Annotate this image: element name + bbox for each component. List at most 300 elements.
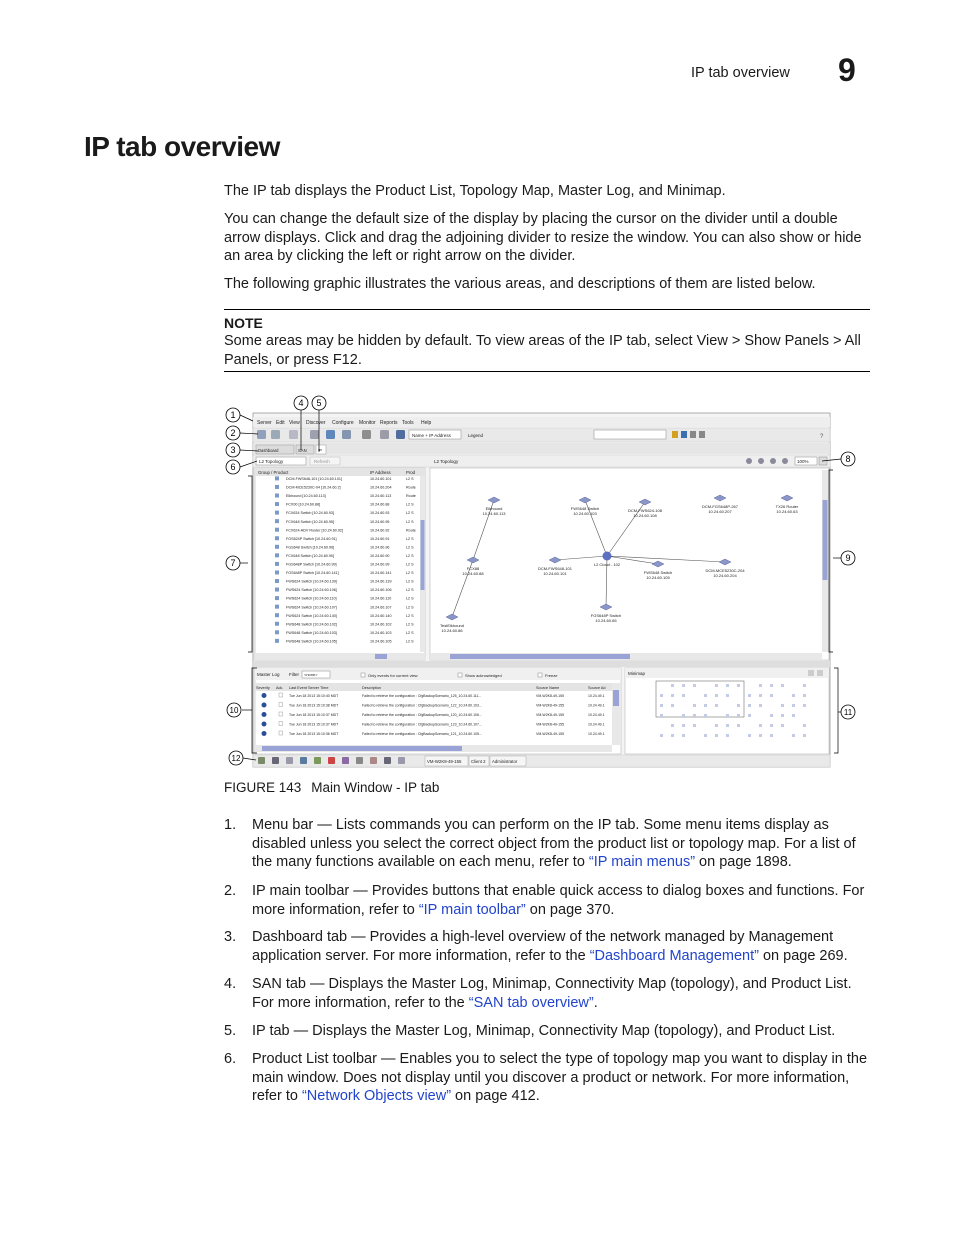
show-acknowledged-label: Show acknowledged <box>465 673 502 678</box>
minimap-node <box>792 714 795 717</box>
minimap-node <box>671 684 674 687</box>
log-time: Tue Jun 18 2013 15:10:37 MDT <box>289 722 339 727</box>
minimap-node <box>693 704 696 707</box>
toolbar-search-select <box>594 430 666 439</box>
minimap-node <box>693 724 696 727</box>
topology-node-name: FGS648P Switch <box>590 613 622 618</box>
product-list-name[interactable]: FCX00 [10.24.60.88] <box>286 502 321 507</box>
product-icon <box>275 639 279 643</box>
menu-item-edit[interactable]: Edit <box>276 420 285 426</box>
figure-caption <box>224 780 439 795</box>
ack-checkbox[interactable] <box>279 712 283 716</box>
minimap-node <box>748 704 751 707</box>
minimap-node <box>704 734 707 737</box>
severity-info-icon <box>262 712 267 717</box>
cross-reference-link[interactable]: “IP main menus” <box>588 854 696 870</box>
topology-node-ip: 10.24.60.207 <box>708 509 732 514</box>
legend-label: Legend <box>468 433 484 438</box>
product-icon <box>275 528 279 532</box>
product-list-ip: 10.24.60.90 <box>370 553 390 558</box>
log-source-address: 10.24.49.1 <box>588 703 605 708</box>
product-list-ip: 10.24.60.110 <box>370 596 392 601</box>
product-icon <box>275 476 279 480</box>
minimap-node <box>803 684 806 687</box>
product-list-name[interactable]: FCX648 Switch [10.24.60.90] <box>286 553 334 558</box>
minimap-node <box>748 694 751 697</box>
toolbar-icon-8[interactable] <box>380 430 389 439</box>
intro-paragraph-3: The following graphic illustrates the various areas, and descriptions of them are listed below. <box>224 276 816 292</box>
product-list-name[interactable]: FCX624-ADV Router [10.24.60.92] <box>286 528 343 533</box>
minimap-node <box>759 704 762 707</box>
product-list-name[interactable]: DCM-MCE5230C-04 [10.24.60.2] <box>286 485 341 490</box>
product-icon <box>275 570 279 574</box>
minimap-node <box>803 694 806 697</box>
product-list-name[interactable]: FWS624 Switch [10.24.60.110] <box>286 596 337 601</box>
main-window-figure <box>224 393 853 769</box>
note-title: NOTE <box>224 315 263 331</box>
menu-bar <box>257 420 432 426</box>
callout-number: 4 <box>298 398 304 409</box>
minimap-node <box>715 704 718 707</box>
topology-node-ip: 10.24.60.88 <box>462 571 484 576</box>
product-list-name[interactable]: FWS624 Switch [10.24.60.139] <box>286 579 337 584</box>
severity-info-icon <box>262 703 267 708</box>
minimap-node <box>770 734 773 737</box>
toolbar-icon-7[interactable] <box>362 430 371 439</box>
cross-reference-link[interactable]: “Network Objects view” <box>301 1088 452 1104</box>
minimap-node <box>770 694 773 697</box>
topology-node-ip: 10.24.60.65 <box>595 618 617 623</box>
header-chapter-number: 9 <box>838 52 856 88</box>
minimap-node <box>759 694 762 697</box>
figure-caption-label: FIGURE 143 <box>224 780 302 795</box>
product-list-type: Route <box>406 494 416 499</box>
intro-paragraph-2: You can change the default size of the display by placing the cursor on the divider until a double arrow displays. Click and drag the adjoining divider to resize the window. You can also show or hide an area by clicking the left or right arrow on the divider. <box>224 211 862 264</box>
list-text: IP tab — Displays the Master Log, Minimap, Connectivity Map (topology), and Product List. <box>252 1023 836 1039</box>
list-number: 4. <box>224 976 237 992</box>
tab-label-dashboard: Dashboard <box>258 448 279 453</box>
list-term: Dashboard tab <box>252 929 348 945</box>
product-list-ip: 10.24.60.88 <box>370 502 390 507</box>
minimap-node <box>759 734 762 737</box>
product-icon <box>275 502 279 506</box>
minimap-node <box>737 704 740 707</box>
master-log-column-header[interactable]: Ack. <box>276 686 284 690</box>
figure-caption-text: Main Window - IP tab <box>311 780 440 795</box>
log-source-name: VM-W2K8-49-155 <box>536 703 565 708</box>
refresh-button-label: Refresh <box>314 459 330 464</box>
callout-number: 8 <box>845 454 851 465</box>
minimap-node <box>726 694 729 697</box>
product-list-name[interactable]: FGS624P Switch [10.24.60.91] <box>286 536 337 541</box>
minimap-title: Minimap <box>628 671 646 676</box>
product-list-ip: 10.24.60.105 <box>370 639 392 644</box>
product-icon <box>275 545 279 549</box>
topology-node-name: DCM-FGS648P-267 <box>701 504 739 509</box>
cross-reference-link[interactable]: “Dashboard Management” <box>589 947 759 964</box>
product-list-ip: 10.24.60.95 <box>370 519 390 524</box>
minimap-node <box>693 684 696 687</box>
master-log-column-header[interactable]: Source Ad <box>588 686 606 690</box>
product-list-ip: 10.24.60.101 <box>370 477 392 481</box>
callout-number: 6 <box>230 462 236 473</box>
callout-number: 7 <box>230 558 236 569</box>
product-list-column-header[interactable]: IP Address <box>370 470 391 475</box>
list-number: 6. <box>224 1051 237 1067</box>
list-number: 3. <box>224 929 237 945</box>
log-source-address: 10.24.49.1 <box>588 722 605 727</box>
status-icon-7[interactable] <box>342 757 349 764</box>
minimap-node <box>671 724 674 727</box>
minimap-node <box>715 724 718 727</box>
master-log-column-header[interactable]: Source Name <box>536 686 560 690</box>
product-list-ip: 10.24.60.204 <box>370 485 392 490</box>
callout-number: 9 <box>845 553 851 564</box>
tab-label-ip: IP <box>318 448 322 453</box>
status-client: Client 2 <box>471 759 486 764</box>
product-list-ip: 10.24.60.139 <box>370 579 392 584</box>
help-icon[interactable]: ? <box>820 434 824 440</box>
minimap-node <box>693 714 696 717</box>
severity-info-icon <box>262 693 267 698</box>
master-log-column-header[interactable]: Severity <box>256 686 270 690</box>
topology-node-ip: 10.24.60.105 <box>646 575 670 580</box>
log-source-name: VM-W2K8-49-155 <box>536 732 565 736</box>
status-user: Administrator <box>492 759 518 764</box>
topology-node-ip: 10.24.60.103 <box>573 511 597 516</box>
product-list-name[interactable]: FGS648 Switch [10.24.60.96] <box>286 545 335 550</box>
log-description: Failed to retrieve the configuration : CfgBackupScenario_125_10.24.60.111... <box>362 694 482 698</box>
topology-node-ip: 10.24.60.101 <box>543 571 567 576</box>
master-log-title: Master Log <box>257 672 280 677</box>
log-source-address: 10.24.49.1 <box>588 732 605 736</box>
callout-number: 5 <box>316 398 322 409</box>
topology-node-ip: 10.24.60.86 <box>441 628 463 633</box>
freeze-label: Freeze <box>545 673 558 678</box>
severity-info-icon <box>262 731 267 736</box>
topology-view-select-label: L2 Topology <box>259 459 284 464</box>
log-source-name: VM-W2K8-49-155 <box>536 713 565 717</box>
product-list-name[interactable]: FWS624 Switch [10.24.60.107] <box>286 605 337 610</box>
product-list-type: L2 S <box>406 477 414 481</box>
menu-item-reports[interactable]: Reports <box>380 420 398 426</box>
list-term: Menu bar <box>252 817 314 833</box>
name-ip-select-label: Name + IP Address <box>412 433 451 438</box>
minimap-node <box>792 704 795 707</box>
product-icon <box>275 622 279 626</box>
minimap-node <box>715 734 718 737</box>
product-list-ip: 10.24.60.96 <box>370 545 390 550</box>
list-term: IP main toolbar <box>252 883 350 899</box>
toolbar-right-icon-2[interactable] <box>681 431 687 438</box>
callout-number: 1 <box>230 410 236 421</box>
product-icon <box>275 511 279 515</box>
ack-checkbox[interactable] <box>279 731 283 735</box>
callout-number: 11 <box>843 708 853 718</box>
keyword-ip: IP <box>253 183 267 199</box>
menu-item-view[interactable]: View <box>289 420 300 426</box>
topology-node-name: DCM-FWS624-108 <box>627 508 663 513</box>
status-icon-1[interactable] <box>258 757 265 764</box>
list-number: 5. <box>224 1023 237 1039</box>
status-icon-4[interactable] <box>300 757 307 764</box>
minimap-node <box>748 714 751 717</box>
product-icon <box>275 579 279 583</box>
product-list-type: L2 S <box>406 639 414 644</box>
minimap-node <box>781 704 784 707</box>
minimap-node <box>715 684 718 687</box>
menu-item-server[interactable]: Server <box>257 420 272 426</box>
product-list-type: L2 S <box>406 571 414 576</box>
minimap-node <box>759 684 762 687</box>
callout-number: 3 <box>230 445 236 456</box>
product-icon <box>275 588 279 592</box>
callout-number: 10 <box>229 706 239 716</box>
product-list-ip: 10.24.60.140 <box>370 613 392 618</box>
product-list-column-header[interactable]: Prod <box>406 470 416 475</box>
minimap-node <box>781 724 784 727</box>
only-current-view-checkbox <box>361 673 365 677</box>
product-list-type: L2 S <box>406 519 414 524</box>
minimap-node <box>792 694 795 697</box>
product-list-type: L2 S <box>406 502 414 507</box>
callout-number: 12 <box>231 754 241 764</box>
menu-item-help[interactable]: Help <box>421 420 432 426</box>
log-description: Failed to retrieve the configuration : CfgBackupScenario_123_10.24.60.107... <box>362 722 482 727</box>
list-term: Product List toolbar <box>252 1051 377 1067</box>
product-list-ip: 10.24.60.103 <box>370 630 392 635</box>
header-section-title: IP tab overview <box>691 65 790 81</box>
list-text: Product List toolbar — Enables you to select the type of topology map you want to display in the main window. Does not display until you discover a product or network. For more information, refer to “Network Objects view” on page 412. <box>252 1051 868 1104</box>
product-list-type: L2 S <box>406 553 414 558</box>
ack-checkbox[interactable] <box>279 693 283 697</box>
list-number: 2. <box>224 883 237 899</box>
status-icon-2[interactable] <box>272 757 279 764</box>
product-list-name[interactable]: Elkhound [10.24.60.113] <box>286 494 326 499</box>
product-list-name[interactable]: FWS624 Switch [10.24.60.140] <box>286 613 337 618</box>
topology-tool-icon-1[interactable] <box>746 458 752 464</box>
product-icon <box>275 494 279 498</box>
product-list-type: L2 S <box>406 588 414 593</box>
status-icon-8[interactable] <box>356 757 363 764</box>
toolbar-icon-9[interactable] <box>396 430 405 439</box>
minimap-node <box>671 734 674 737</box>
master-log-column-header[interactable]: Last Event Server Time <box>289 686 329 690</box>
status-icon-10[interactable] <box>384 757 391 764</box>
page-title: IP tab overview <box>84 131 280 162</box>
minimap-tool-icon-1[interactable] <box>808 670 814 676</box>
product-list-name[interactable]: FWS648 Switch [10.24.60.103] <box>286 630 337 635</box>
topology-node-ip: 10.24.60.63 <box>776 509 798 514</box>
status-server: VM-W2K8-49-155 <box>427 759 462 764</box>
product-list-type: L2 S <box>406 511 414 516</box>
product-list-type: L2 S <box>406 630 414 635</box>
product-list-ip: 10.24.60.92 <box>370 528 390 533</box>
cross-reference-link[interactable]: “SAN tab overview” <box>468 994 594 1011</box>
minimap-node <box>726 734 729 737</box>
topology-node-name: DCM-FWS648-101 <box>537 566 573 571</box>
topology-node-name: FWS648 Switch <box>570 506 600 511</box>
log-source-address: 10.24.49.1 <box>588 694 605 698</box>
topology-tool-icon-2[interactable] <box>758 458 764 464</box>
minimap-node <box>781 684 784 687</box>
product-icon <box>275 613 279 617</box>
product-list-name[interactable]: FWS648 Switch [10.24.60.105] <box>286 639 337 644</box>
status-icon-3[interactable] <box>286 757 293 764</box>
product-list-name[interactable]: FWS624 Switch [10.24.60.106] <box>286 588 337 593</box>
topology-node-name: FWS648 Switch <box>643 570 673 575</box>
minimap-node <box>803 734 806 737</box>
product-icon <box>275 536 279 540</box>
product-list-ip: 10.24.60.91 <box>370 536 390 541</box>
filter-select-value: <none> <box>304 672 318 677</box>
product-icon <box>275 553 279 557</box>
minimap-node <box>660 714 663 717</box>
list-term: SAN tab <box>252 976 306 992</box>
minimap-node <box>770 724 773 727</box>
log-source-name: VM-W2K8-49-155 <box>536 722 565 727</box>
toolbar-icon-3[interactable] <box>289 430 298 439</box>
minimap-node <box>660 704 663 707</box>
product-list-type: Route <box>406 528 416 533</box>
menu-item-monitor[interactable]: Monitor <box>359 420 376 426</box>
toolbar-icon-2[interactable] <box>271 430 280 439</box>
log-time: Tue Jun 18 2013 15:10:36 MDT <box>289 732 339 736</box>
ack-checkbox[interactable] <box>279 703 283 707</box>
filter-label: Filter <box>289 672 299 677</box>
toolbar-icon-4[interactable] <box>310 430 319 439</box>
toolbar-icon-6[interactable] <box>342 430 351 439</box>
product-list-type: L2 S <box>406 596 414 601</box>
product-list-name[interactable]: FGS648P Switch [10.24.60.99] <box>286 562 337 567</box>
minimap-node <box>704 704 707 707</box>
product-list-type: L2 S <box>406 579 414 584</box>
minimap-node <box>682 734 685 737</box>
product-icon <box>275 519 279 523</box>
topology-tool-icon-3[interactable] <box>770 458 776 464</box>
product-list-type: Route <box>406 485 416 490</box>
minimap-node <box>682 694 685 697</box>
ack-checkbox[interactable] <box>279 722 283 726</box>
topology-title: L2 Topology <box>434 459 459 464</box>
intro-paragraph-1: The IP tab displays the Product List, Topology Map, Master Log, and Minimap. <box>224 183 726 199</box>
topology-node-ip: 10.24.60.108 <box>633 513 657 518</box>
product-list-name[interactable]: DCM-FWS648-101 [10.24.60.101] <box>286 477 342 481</box>
toolbar-icon-1[interactable] <box>257 430 266 439</box>
zoom-value: 100% <box>797 459 809 464</box>
product-list-name[interactable]: FWS648 Switch [10.24.60.102] <box>286 622 337 627</box>
list-text: SAN tab — Displays the Master Log, Minimap, Connectivity Map (topology), and Product List. For more information, refer to the “SAN tab overview”. <box>252 976 852 1011</box>
topology-node-name: TestElkhound <box>439 623 465 628</box>
l2-cloud-icon[interactable] <box>603 552 612 561</box>
menu-item-configure[interactable]: Configure <box>332 420 354 426</box>
topology-node-ip: 10.24.60.204 <box>713 573 737 578</box>
product-list-ip: 10.24.60.141 <box>370 571 392 576</box>
note-box <box>224 309 870 372</box>
product-list-name[interactable]: FGS648P Switch [10.24.60.141] <box>286 571 339 576</box>
minimap-node <box>737 684 740 687</box>
minimap-node <box>726 684 729 687</box>
minimap-node <box>792 734 795 737</box>
minimap-node <box>682 684 685 687</box>
minimap-node <box>737 714 740 717</box>
cross-reference-link[interactable]: “IP main toolbar” <box>418 901 526 918</box>
freeze-checkbox <box>538 673 542 677</box>
log-time: Tue Jun 18 2013 15:10:40 MDT <box>289 694 339 698</box>
product-icon <box>275 562 279 566</box>
minimap-node <box>715 694 718 697</box>
product-list-column-header[interactable]: Group / Product <box>258 470 289 475</box>
product-icon <box>275 605 279 609</box>
note-body: Some areas may be hidden by default. To view areas of the IP tab, select View > Show Panels > All Panels, or press F12. <box>224 333 861 368</box>
product-list-type: L2 S <box>406 613 414 618</box>
product-list-ip: 10.24.60.99 <box>370 562 390 567</box>
toolbar-right-icon-4[interactable] <box>699 431 705 438</box>
status-icon-9[interactable] <box>370 757 377 764</box>
master-log-column-header[interactable]: Description <box>362 686 381 690</box>
toolbar-right-icon-1[interactable] <box>672 431 678 438</box>
product-list-type: L2 S <box>406 562 414 567</box>
minimap-node <box>748 734 751 737</box>
minimap-node <box>704 714 707 717</box>
product-list-type: L2 S <box>406 545 414 550</box>
callout-number: 2 <box>230 428 236 439</box>
product-list-name[interactable]: FCX634 Switch [10.24.60.93] <box>286 511 334 516</box>
product-icon <box>275 630 279 634</box>
log-description: Failed to retrieve the configuration : CfgBackupScenario_122_10.24.60.103... <box>362 703 482 708</box>
minimap-node <box>682 724 685 727</box>
product-icon <box>275 596 279 600</box>
product-icon <box>275 485 279 489</box>
minimap-tool-icon-2[interactable] <box>817 670 823 676</box>
list-number: 1. <box>224 817 237 833</box>
minimap-node <box>671 704 674 707</box>
minimap-node <box>682 714 685 717</box>
tab-label-san: SAN <box>298 448 307 453</box>
product-list-ip: 10.24.60.113 <box>370 494 392 499</box>
topology-node-name: Elkhound <box>485 506 503 511</box>
minimap-node <box>759 724 762 727</box>
toolbar-icon-5[interactable] <box>326 430 335 439</box>
topology-tool-icon-4[interactable] <box>782 458 788 464</box>
log-source-address: 10.24.49.1 <box>588 713 605 717</box>
minimap-node <box>803 704 806 707</box>
list-text: Menu bar — Lists commands you can perform on the IP tab. Some menu items display as disabled unless you select the correct object from the product list or topology map. For a list of the many functions available on each menu, refer to “IP main menus” on page 1898. <box>252 817 856 870</box>
status-icon-5[interactable] <box>314 757 321 764</box>
severity-info-icon <box>262 722 267 727</box>
product-list-type: L2 S <box>406 605 414 610</box>
minimap-node <box>660 694 663 697</box>
minimap-node <box>770 714 773 717</box>
minimap-node <box>671 694 674 697</box>
topology-node-name: TX26 Router <box>775 504 799 509</box>
log-description: Failed to retrieve the configuration : CfgBackupScenario_121_10.24.60.105... <box>362 732 482 736</box>
topology-node-ip: 10.24.60.113 <box>482 511 506 516</box>
list-text: IP main toolbar — Provides buttons that enable quick access to dialog boxes and functions. For more information, refer to “IP main toolbar” on page 370. <box>252 883 865 918</box>
status-icon-11[interactable] <box>398 757 405 764</box>
log-description: Failed to retrieve the configuration : CfgBackupScenario_120_10.24.60.106... <box>362 713 482 717</box>
status-icon-6[interactable] <box>328 757 335 764</box>
log-source-name: VM-W2K8-49-155 <box>536 694 565 698</box>
product-list-type: L2 S <box>406 536 414 541</box>
product-list-name[interactable]: FCX648 Switch [10.24.60.95] <box>286 519 334 524</box>
minimap-node <box>704 694 707 697</box>
minimap-node <box>726 714 729 717</box>
toolbar-right-icon-3[interactable] <box>690 431 696 438</box>
list-text: Dashboard tab — Provides a high-level overview of the network managed by Management application server. For more information, refer to the “Dashboard Management” on page 269. <box>252 929 848 964</box>
menu-item-tools[interactable]: Tools <box>402 420 414 426</box>
menu-item-discover[interactable]: Discover <box>306 420 326 426</box>
